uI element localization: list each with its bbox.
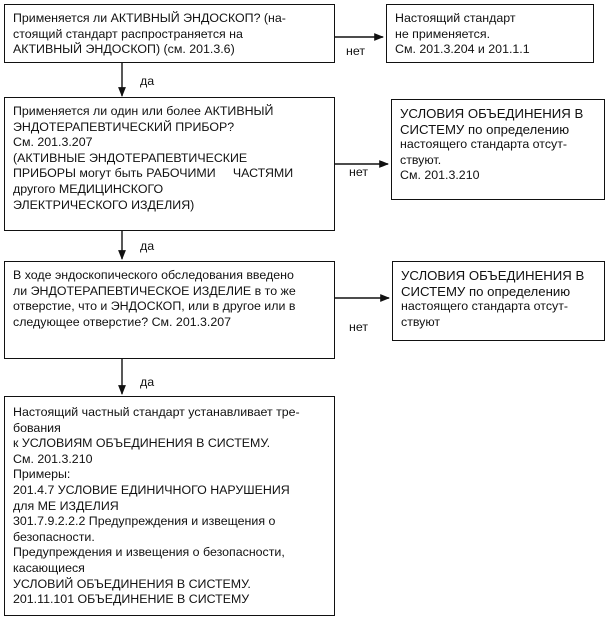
question1-line: стоящий стандарт распространяется на [13, 26, 243, 41]
question3-line: следующее отверстие? См. 201.3.207 [13, 314, 232, 329]
question3-line: В ходе эндоскопического обследования введено [13, 268, 294, 282]
question3-line: отверстие, что и ЭНДОСКОП, или в другое или в [13, 299, 296, 314]
question2-line: ЭЛЕКТРИЧЕСКОГО ИЗДЕЛИЯ) [13, 197, 195, 212]
final-line: бования [13, 420, 61, 435]
label-no-1: нет [346, 44, 365, 58]
final-line: безопасности. [13, 529, 95, 544]
result2-line: настоящего стандарта отсут- [400, 137, 568, 152]
final-line: для МЕ ИЗДЕЛИЯ [13, 498, 119, 513]
question2-line: (АКТИВНЫЕ ЭНДОТЕРАПЕВТИЧЕСКИЕ [13, 150, 248, 165]
result1-box [386, 4, 594, 63]
result2-line: ствуют. [400, 152, 442, 167]
question2-box [4, 97, 335, 231]
label-yes-3: да [140, 375, 155, 389]
label-no-3: нет [349, 320, 368, 334]
question2-line: ПРИБОРЫ могут быть РАБОЧИМИ ЧАСТЯМИ [13, 166, 294, 181]
final-line: См. 201.3.210 [13, 451, 93, 466]
result3-line: СИСТЕМУ по определению [401, 283, 571, 299]
question2-line: другого МЕДИЦИНСКОГО [13, 181, 164, 196]
result1-line: Настоящий стандарт [395, 11, 516, 25]
result3-line: УСЛОВИЯ ОБЪЕДИНЕНИЯ В [401, 268, 585, 283]
final-line: Настоящий частный стандарт устанавливает тре- [13, 405, 300, 419]
label-no-2: нет [349, 165, 368, 179]
result3-line: настоящего стандарта отсут- [401, 299, 569, 314]
final-line: Примеры: [13, 467, 71, 482]
question3-box [4, 261, 335, 359]
result1-line: См. 201.3.204 и 201.1.1 [395, 42, 530, 57]
result2-line: СИСТЕМУ по определению [400, 121, 570, 137]
result2-line: См. 201.3.210 [400, 168, 480, 183]
label-yes-1: да [140, 74, 155, 88]
final-line: к УСЛОВИЯМ ОБЪЕДИНЕНИЯ В СИСТЕМУ. [13, 436, 271, 451]
question1-line: Применяется ли АКТИВНЫЙ ЭНДОСКОП? (на- [13, 11, 286, 25]
result2-box [391, 99, 605, 200]
final-box [4, 396, 335, 616]
final-line: касающиеся [13, 560, 85, 575]
label-yes-2: да [140, 239, 155, 253]
question3-line: ли ЭНДОТЕРАПЕВТИЧЕСКОЕ ИЗДЕЛИЕ в то же [13, 283, 296, 298]
final-line: УСЛОВИЙ ОБЪЕДИНЕНИЯ В СИСТЕМУ. [13, 576, 251, 591]
question2-line: См. 201.3.207 [13, 135, 93, 150]
result1-line: не применяется. [395, 26, 491, 41]
result2-line: УСЛОВИЯ ОБЪЕДИНЕНИЯ В [400, 106, 584, 121]
final-line: 301.7.9.2.2.2 Предупреждения и извещения о [13, 514, 276, 529]
question1-line: АКТИВНЫЙ ЭНДОСКОП) (см. 201.3.6) [13, 42, 235, 57]
question1-box [4, 4, 335, 63]
final-line: 201.11.101 ОБЪЕДИНЕНИЕ В СИСТЕМУ [13, 592, 250, 607]
final-line: 201.4.7 УСЛОВИЕ ЕДИНИЧНОГО НАРУШЕНИЯ [13, 482, 290, 497]
final-line: Предупреждения и извещения о безопасности, [13, 545, 285, 560]
result3-line: ствуют [401, 314, 441, 329]
result3-box [392, 261, 605, 341]
question2-line: ЭНДОТЕРАПЕВТИЧЕСКИЙ ПРИБОР? [13, 119, 235, 134]
question2-line: Применяется ли один или более АКТИВНЫЙ [13, 104, 274, 118]
